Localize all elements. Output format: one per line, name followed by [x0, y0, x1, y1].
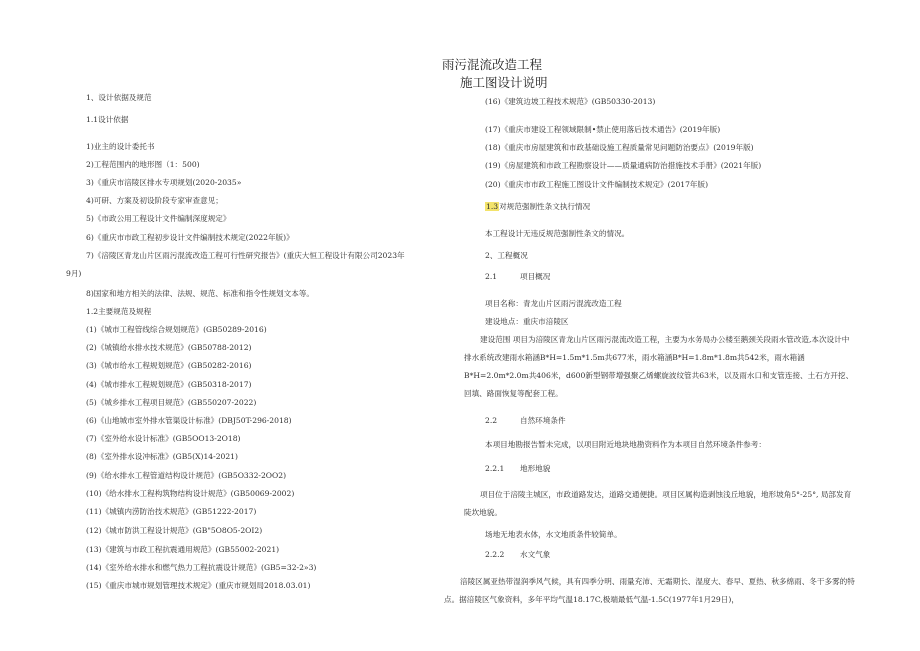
standard-item: (3)《城市给水工程规划规范》(GB50282-2016): [86, 361, 252, 370]
project-name: 项目名称：青龙山片区雨污混流改造工程: [485, 299, 622, 308]
standard-item: (9)《给水排水工程管道结构设计规范》(GB5O332-2OO2): [86, 471, 287, 480]
standard-item: (1)《城市工程管线综合规划规范》(GB50289-2016): [86, 325, 267, 334]
standard-item: (10)《给水排水工程构筑物结构设计规范》(GB50069-2002): [86, 489, 295, 498]
basis-item: 3)《重庆市涪陵区排水专项规划(2020-2035»: [86, 178, 242, 187]
standard-item: (7)《室外给水设计标准》(GB5OO13-2O18): [86, 434, 241, 443]
subsubsection-title: 地形地貌: [520, 464, 551, 473]
subsection-number: 2.2: [485, 416, 498, 425]
subsection-heading-text: 对规范强制性条文执行情况: [499, 202, 591, 211]
project-location: 建设地点：重庆市涪陵区: [485, 317, 569, 326]
standard-item: (11)《城镇内涝防治技术规范》(GB51222-2017): [86, 507, 257, 516]
subsection-heading-mandatory: [485, 202, 590, 212]
subsubsection-number: 2.2.2: [485, 550, 505, 559]
geology-note: 本项目地勘报告暂未完成，以项目附近地块地勘资料作为本项目自然环境条件参考：: [485, 440, 766, 449]
standard-item: (19)《房屋建筑和市政工程勘察设计——质量通病防治措施技术手册》(2021年版): [485, 161, 762, 170]
standard-item: (8)《室外排水设冲标准》(GB5(X)14-2021): [86, 452, 238, 461]
subsubsection-number: 2.2.1: [485, 464, 505, 473]
document-title: 雨污混流改造工程: [442, 57, 543, 72]
standard-item: (16)《建筑边坡工程技术规范》(GB50330-2013): [485, 97, 656, 106]
section-heading-basis: 1、设计依据及规范: [86, 93, 152, 102]
basis-item-continued: 9月): [66, 269, 82, 278]
compliance-statement: 本工程设计无违反规范强制性条文的情况。: [485, 229, 630, 238]
subsection-title: 项目概况: [520, 272, 551, 281]
standard-item: (2)《城镇给水排水技术规范》(GB50788-2012): [86, 343, 252, 352]
standard-item: (15)《重庆市城市规划管理技术规定》(重庆市规划局2018.03.01): [86, 581, 311, 590]
basis-item: 6)《重庆市市政工程初步设计文件编制技术规定(2022年版)》: [86, 233, 294, 242]
standard-item: (20)《重庆市市政工程施工图设计文件编制技术规定》(2017年版): [485, 180, 709, 189]
subsection-heading: 1.1设计依据: [86, 115, 129, 124]
standard-item: (4)《城市排水工程规划规范》(GB50318-2017): [86, 380, 252, 389]
standard-item: (17)《重庆市建设工程领域限制•禁止使用落后技术通告》(2019年版): [485, 125, 721, 134]
standard-item: (18)《重庆市房屋建筑和市政基础设施工程质量常见问题防治要点》(2019年版): [485, 143, 754, 152]
terrain-paragraph: 项目位于涪陵主城区，市政道路发达，道路交通便捷。项目区属构造剥蚀浅丘地貌，地形坡角5°-25°, 局部发育陡坎地貌。: [464, 490, 852, 517]
standard-item: (12)《城市防洪工程设计规范》(GB"5O8O5-2OI2): [86, 526, 263, 535]
standard-item: (6)《山地城市室外排水管渠设计标准》(DBJ50T-296-2018): [86, 416, 292, 425]
climate-paragraph: 涪陵区属亚热带湿润季风气候，具有四季分明、雨量充沛、无霜期长、湿度大、春早、夏热、秋多绵雨、冬干多雾的特点。据涪陵区气象资料，多年平均气温18.17C,极端最低气温-1.5C(1977年1月29日)，: [444, 577, 855, 604]
basis-item: 2)工程范围内的地形图（1：500): [86, 160, 200, 169]
basis-item: 8)国家和地方相关的法律、法规、规范、标准和指令性规划文本等。: [86, 289, 315, 298]
subsection-heading: 1.2主要规范及规程: [86, 307, 152, 316]
project-scope-paragraph: 建设范围 项目为涪陵区青龙山片区雨污混流改造工程，主要为水务局办公楼至鹅颈关段雨水管改造,本次设计中排水系统改建雨水箱涵B*H=1.5m*1.5m共677米，雨水箱涵B*H=1.8m*1.8m共542米，雨水箱涵B*H=2.0m*2.0m共406米，d600新型钢带增强聚乙烯螺旋波纹管共63米，以及雨水口和支管连接、土石方开挖、回填、路面恢复等配套工程。: [464, 335, 854, 398]
hydrology-note: 场地无地表水体，水文地质条件较简单。: [485, 530, 622, 539]
section-heading-overview: 2、工程概况: [485, 251, 528, 260]
subsection-title: 自然环境条件: [520, 416, 566, 425]
basis-item: 1)业主的设计委托书: [86, 142, 155, 151]
basis-item: 7)《涪陵区青龙山片区雨污混流改造工程可行性研究报告》(重庆大恒工程设计有限公司2023年: [86, 251, 405, 260]
standard-item: (14)《室外给水排水和燃气热力工程抗震设计规范》(GB5=32-2»3): [86, 563, 317, 572]
document-subtitle: 施工图设计说明: [460, 75, 548, 90]
standard-item: (5)《城乡排水工程项目规范》(GB550207-2022): [86, 398, 257, 407]
subsection-number: 2.1: [485, 272, 498, 281]
standard-item: (13)《建筑与市政工程抗震通用规范》(GB55002-2021): [86, 545, 280, 554]
basis-item: 4)可研、方案及初设阶段专家审查意见；: [86, 196, 223, 205]
highlighted-section-number: 1.3: [486, 202, 499, 211]
subsubsection-title: 水文气象: [520, 550, 551, 559]
basis-item: 5)《市政公用工程设计文件编制深度规定》: [86, 214, 231, 223]
